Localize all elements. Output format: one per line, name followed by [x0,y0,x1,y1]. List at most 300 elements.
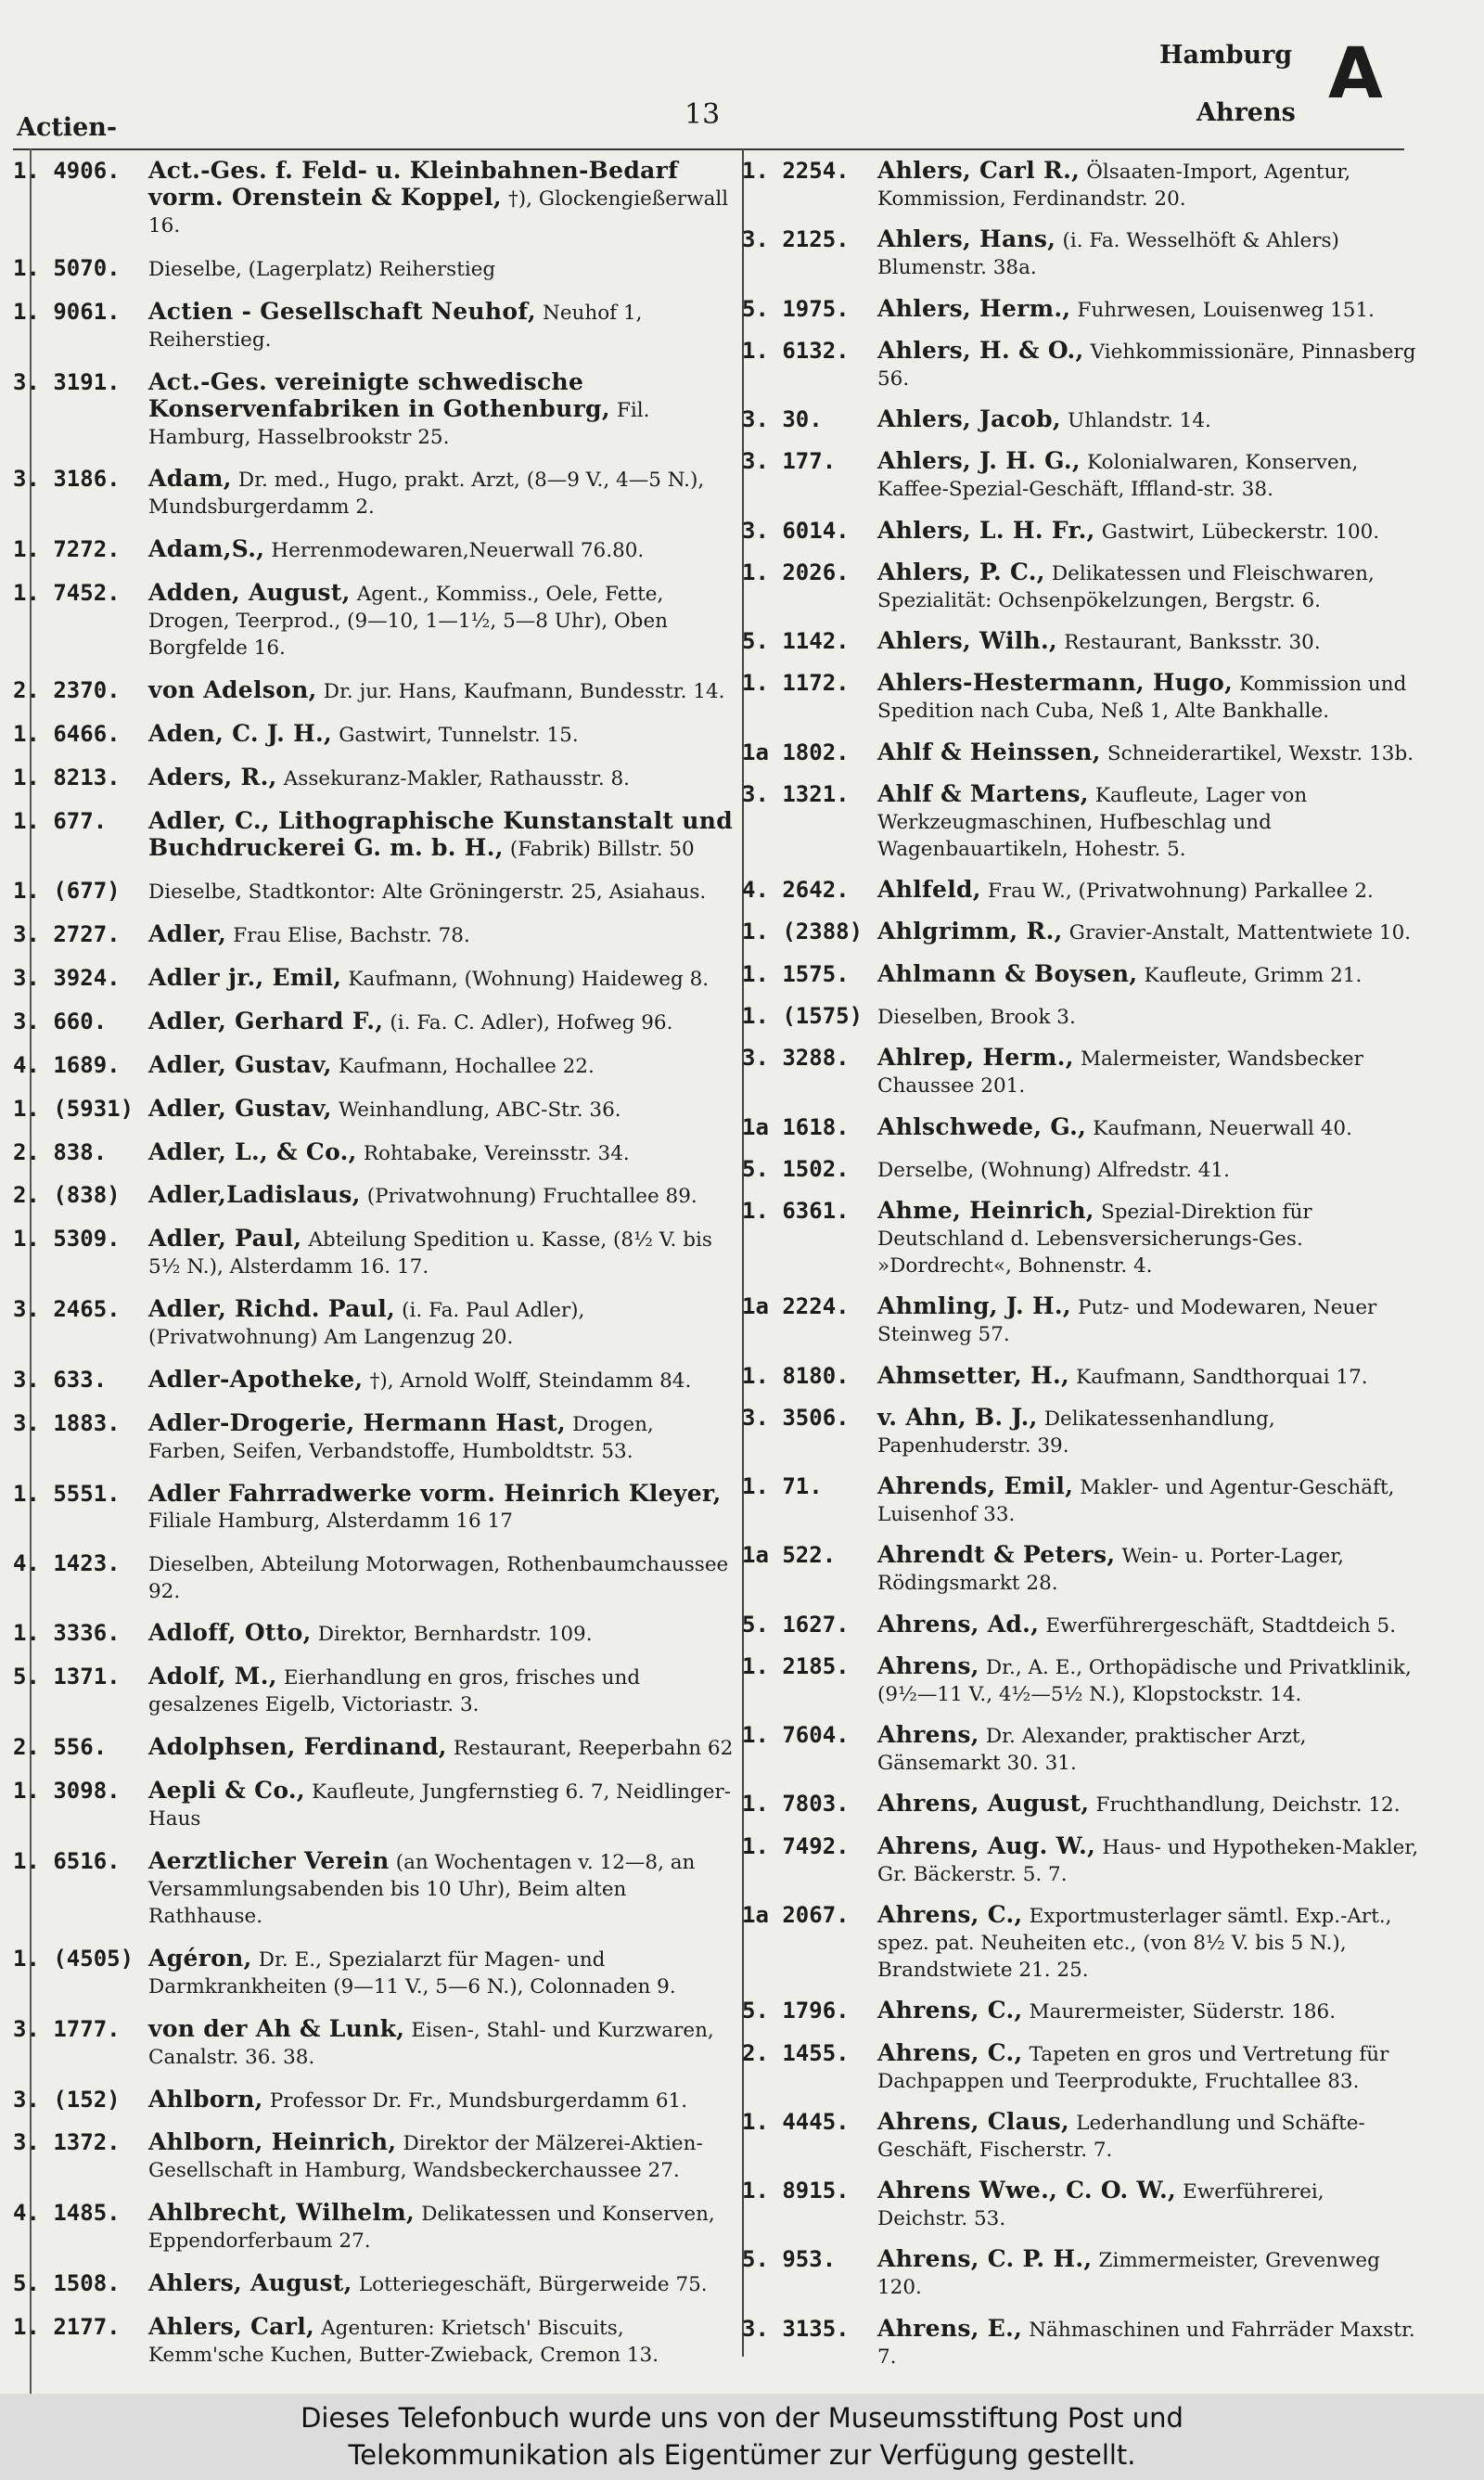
subscriber-name: Ahrens, C., [877,2038,1023,2066]
directory-entry [742,1653,1419,1708]
directory-entry [742,961,1419,989]
directory-entry [13,765,735,792]
phone-number: 1. 6132. [742,337,850,364]
directory-entry [13,536,735,564]
phone-number: 1. 8213. [13,764,121,790]
subscriber-name: Ahlfeld, [877,876,981,904]
footer-line-1: Dieses Telefonbuch wurde uns von der Museumsstiftung Post und [301,2402,1183,2434]
phone-number: 5. 1142. [742,628,850,655]
subscriber-name: Ahlers, P. C., [877,558,1045,585]
phone-number: 1. 2254. [742,158,850,184]
subscriber-details: Kaufleute, Lager von Werkzeugmaschinen, Hufbeschlag und Wagenbauartikeln, Hohestr. 5. [877,783,1308,861]
header-letter: A [1328,32,1383,114]
subscriber-details: Malermeister, Wandsbecker Chaussee 201. [877,1047,1363,1099]
phone-number: 3. 1777. [13,2015,121,2042]
directory-entry [13,1096,735,1124]
directory-entry [742,1722,1419,1777]
phone-number: 3. 1883. [13,1409,121,1436]
subscriber-details: Ewerführerei, Deichstr. 53. [877,2180,1324,2231]
subscriber-name: Adler,Ladislaus, [148,1181,361,1209]
header-range-word: Ahrens [1196,98,1296,127]
subscriber-details: Delikatessenhandlung, Papenhuderstr. 39. [877,1407,1275,1458]
subscriber-name: Ahlbrecht, Wilhelm, [148,2199,416,2227]
directory-entry [742,2109,1419,2164]
directory-entry [742,1045,1419,1099]
subscriber-details: Wein- u. Porter-Lager, Rödingsmarkt 28. [877,1545,1344,1596]
subscriber-name: v. Ahn, B. J., [877,1403,1038,1431]
subscriber-details: Gastwirt, Lübeckerstr. 100. [1101,520,1380,544]
subscriber-details: Spezial-Direktion für Deutschland d. Lebensversicherungs-Ges. »Dordrecht«, Bohnenstr. 4. [877,1201,1312,1279]
subscriber-name: Adler, Gustav, [148,1050,332,1078]
page-number: 13 [684,98,721,131]
directory-entry [13,878,735,906]
directory-entry [13,1664,735,1718]
phone-number: 5. 953. [742,2246,837,2273]
subscriber-details: Dieselben, Brook 3. [877,1005,1076,1029]
phone-number: 3. 177. [742,448,837,475]
subscriber-name: Ahlers, H. & O., [877,336,1084,364]
subscriber-name: Aden, C. J. H., [148,719,333,747]
subscriber-details: (i. Fa. C. Adler), Hofweg 96. [390,1011,673,1035]
phone-number: 3. 2727. [13,921,121,948]
directory-entry [742,1405,1419,1459]
directory-entry [742,1612,1419,1639]
subscriber-details: Assekuranz-Makler, Rathausstr. 8. [283,766,631,790]
directory-entry [13,2016,735,2071]
subscriber-details: Dr. Alexander, praktischer Arzt, Gänsemarkt 30. 31. [877,1725,1307,1776]
directory-entry [13,721,735,749]
subscriber-name: Adler jr., Emil, [148,964,342,992]
phone-number: 1. 3098. [13,1778,121,1805]
subscriber-details: Professor Dr. Fr., Mundsburgerdamm 61. [269,2088,688,2113]
phone-number: 1. 677. [13,807,108,834]
directory-entry [13,1481,735,1535]
phone-number: 5. 1975. [742,295,850,322]
phone-number: 3. 633. [13,1367,108,1394]
subscriber-name: Adler-Apotheke, [148,1366,364,1394]
subscriber-name: Ahrendt & Peters, [877,1541,1116,1569]
subscriber-name: Adolf, M., [148,1663,277,1690]
subscriber-name: Adden, August, [148,579,351,607]
subscriber-name: Ahrens, Aug. W., [877,1831,1096,1859]
phone-number: 1. (5931) [13,1095,134,1122]
directory-entry [742,781,1419,863]
phone-number: 1. 6516. [13,1847,121,1874]
subscriber-details: Agent., Kommiss., Oele, Fette, Drogen, Teerprod., (9—10, 1—1½, 5—8 Uhr), Oben Borgfelde 16. [148,583,669,661]
subscriber-details: Ewerführergeschäft, Stadtdeich 5. [1045,1613,1397,1638]
phone-number: 2. 2370. [13,677,121,704]
phone-number: 3. 660. [13,1009,108,1035]
subscriber-name: Adler, C., Lithographische Kunstanstalt und Buchdruckerei G. m. b. H., [148,806,734,861]
subscriber-name: Ahlers, Carl, [148,2312,314,2340]
directory-entry [742,2316,1419,2371]
right-column [742,158,1419,2384]
subscriber-name: Ahrens, C., [877,1900,1023,1928]
subscriber-details: Dieselben, Abteilung Motorwagen, Rothenbaumchaussee 92. [148,1552,729,1603]
directory-entry [742,1791,1419,1818]
phone-number: 4. 1423. [13,1549,121,1576]
subscriber-details: Dr. med., Hugo, prakt. Arzt, (8—9 V., 4—5 N.), Mundsburgerdamm 2. [148,469,705,520]
directory-entry [13,1296,735,1351]
phone-number: 1. (2388) [742,919,864,945]
subscriber-name: Ahmling, J. H., [877,1292,1071,1320]
directory-entry [13,2270,735,2298]
subscriber-details: Dieselbe, Stadtkontor: Alte Gröningerstr. 25, Asiahaus. [148,880,707,905]
subscriber-name: Ahrens, Claus, [877,2107,1070,2135]
subscriber-details: (i. Fa. Wesselhöft & Ahlers) Blumenstr. 38a. [877,229,1339,280]
directory-entry [13,1620,735,1648]
subscriber-details: Kaufmann, Sandthorquai 17. [1076,1365,1368,1389]
phone-number: 5. 1371. [13,1664,121,1690]
phone-number: 3. (152) [13,2086,121,2113]
phone-number: 1a 1618. [742,1113,850,1140]
subscriber-details: Kaufmann, (Wohnung) Haideweg 8. [348,968,710,992]
subscriber-details: Restaurant, Banksstr. 30. [1064,631,1321,655]
phone-number: 1. 5070. [13,254,121,281]
subscriber-details: Frau Elise, Bachstr. 78. [233,924,470,948]
phone-number: 3. 6014. [742,517,850,544]
directory-entry [742,158,1419,212]
phone-number: 1. 9061. [13,298,121,325]
phone-number: 3. 2125. [742,226,850,253]
subscriber-name: Ahlgrimm, R., [877,918,1063,945]
subscriber-details: Filiale Hamburg, Alsterdamm 16 17 [148,1509,513,1533]
phone-number: 1. 5309. [13,1226,121,1253]
directory-entry [13,1848,735,1930]
subscriber-details: Restaurant, Reeperbahn 62 [453,1737,734,1761]
phone-number: 3. 3506. [742,1404,850,1431]
subscriber-details: Derselbe, (Wohnung) Alfredstr. 41. [877,1158,1230,1182]
subscriber-details: Viehkommissionäre, Pinnasberg 56. [877,340,1416,391]
directory-entry [742,518,1419,546]
directory-entry [13,1778,735,1832]
subscriber-details: †), Arnold Wolff, Steindamm 84. [369,1369,692,1394]
subscriber-name: Ahlmann & Boysen, [877,959,1138,987]
phone-number: 5. 1796. [742,1998,850,2024]
subscriber-details: Lederhandlung und Schäfte-Geschäft, Fischerstr. 7. [877,2111,1365,2162]
subscriber-details: Ölsaaten-Import, Agentur, Kommission, Ferdinandstr. 20. [877,161,1351,211]
directory-entry [742,1473,1419,1528]
directory-entry [13,2200,735,2255]
phone-number: 3. 1372. [13,2129,121,2156]
subscriber-details: Uhlandstr. 14. [1068,409,1211,433]
subscriber-details: Eisen-, Stahl- und Kurzwaren, Canalstr. 36. 38. [148,2018,714,2069]
subscriber-name: Ahrends, Emil, [877,1472,1074,1500]
directory-entry [742,1542,1419,1597]
phone-number: 2. 556. [13,1734,108,1761]
phone-number: 1. 2177. [13,2313,121,2340]
phone-number: 5. 1627. [742,1611,850,1638]
phone-number: 1. 7803. [742,1791,850,1818]
directory-entry [13,808,735,863]
directory-entry [13,1410,735,1465]
subscriber-name: Adler-Drogerie, Hermann Hast, [148,1408,566,1436]
directory-entry [742,338,1419,392]
directory-entry [742,406,1419,434]
phone-number: 1. (677) [13,878,121,905]
subscriber-name: Ahrens, E., [877,2314,1023,2342]
phone-number: 3. 3924. [13,965,121,992]
subscriber-name: Aepli & Co., [148,1777,305,1805]
phone-number: 5. 1502. [742,1155,850,1182]
directory-entry [742,1833,1419,1888]
phone-number: 3. 3191. [13,368,121,395]
phone-number: 1a 1802. [742,739,850,765]
directory-entry [13,1052,735,1080]
subscriber-name: Act.-Ges. f. Feld- u. Kleinbahnen-Bedarf vorm. Orenstein & Koppel, [148,157,679,211]
subscriber-details: Agenturen: Krietsch' Biscuits, Kemm'sche Kuchen, Butter-Zwieback, Cremon 13. [148,2316,659,2367]
directory-entry [742,296,1419,324]
directory-entry [13,369,735,451]
subscriber-name: Ahrens, [877,1651,979,1679]
phone-number: 1. 8915. [742,2178,850,2204]
directory-entry [13,2314,735,2369]
subscriber-details: Drogen, Farben, Seifen, Verbandstoffe, Humboldtstr. 53. [148,1412,654,1463]
directory-entry [13,255,735,283]
subscriber-name: Adam,S., [148,535,265,563]
phone-number: 3. 3288. [742,1045,850,1072]
subscriber-name: Ahlers, Hans, [877,225,1056,253]
subscriber-details: Delikatessen und Fleischwaren, Spezialität: Ochsenpökelzungen, Bergstr. 6. [877,561,1375,612]
directory-entry [742,877,1419,905]
subscriber-details: Maurermeister, Süderstr. 186. [1029,2000,1337,2024]
subscriber-details: Dr. E., Spezialarzt für Magen- und Darmkrankheiten (9—11 V., 5—6 N.), Colonnaden 9. [148,1947,676,1998]
subscriber-name: von Adelson, [148,676,317,704]
directory-entry [13,299,735,353]
phone-number: 1. 3336. [13,1620,121,1647]
directory-entry [742,1198,1419,1279]
subscriber-details: Putz- und Modewaren, Neuer Steinweg 57. [877,1296,1377,1347]
phone-number: 4. 2642. [742,877,850,904]
subscriber-details: Delikatessen und Konserven, Eppendorferbaum 27. [148,2203,715,2254]
subscriber-details: Schneiderartikel, Wexstr. 13b. [1107,741,1414,765]
subscriber-name: Ahlborn, Heinrich, [148,2128,397,2156]
phone-number: 3. 2465. [13,1296,121,1323]
subscriber-details: (Fabrik) Billstr. 50 [509,837,695,861]
phone-number: 1. 2185. [742,1652,850,1679]
phone-number: 1. (4505) [13,1945,134,1972]
subscriber-details: Dr., A. E., Orthopädische und Privatklinik, (9½—11 V., 4½—5½ N.), Klopstockstr. 14. [877,1655,1412,1706]
directory-entry [742,1293,1419,1348]
subscriber-details: Kaufmann, Hochallee 22. [338,1054,595,1078]
subscriber-name: Aders, R., [148,763,277,790]
directory-entry [13,580,735,662]
subscriber-name: Adler, Richd. Paul, [148,1295,396,1323]
subscriber-name: Adler, Gerhard F., [148,1008,384,1035]
subscriber-details: Gastwirt, Tunnelstr. 15. [339,723,579,747]
directory-entry [742,1114,1419,1142]
directory-entry [742,628,1419,656]
subscriber-name: Adolphsen, Ferdinand, [148,1733,447,1761]
phone-number: 1. 6361. [742,1198,850,1225]
subscriber-details: Nähmaschinen und Fahrräder Maxstr. 7. [877,2318,1415,2369]
header-city: Hamburg [1159,41,1293,70]
subscriber-details: Kolonialwaren, Konserven, Kaffee-Spezial-Geschäft, Iffland-str. 38. [877,451,1359,502]
directory-entry [13,1550,735,1605]
directory-entry [742,670,1419,725]
subscriber-name: Ahlrep, Herm., [877,1044,1074,1072]
subscriber-details: Weinhandlung, ABC-Str. 36. [338,1098,621,1122]
subscriber-details: Kaufleute, Jungfernstieg 6. 7, Neidlinger-Haus [148,1780,731,1831]
subscriber-details: Eierhandlung en gros, frisches und gesalzenes Eigelb, Victoriastr. 3. [148,1666,641,1717]
phone-number: 1. 1172. [742,670,850,697]
subscriber-details: Dieselbe, (Lagerplatz) Reiherstieg [148,257,496,281]
subscriber-name: Adler, L., & Co., [148,1137,357,1165]
subscriber-name: Ahrens, C., [877,1997,1023,2024]
directory-entry [742,2040,1419,2095]
subscriber-details: Direktor, Bernhardstr. 109. [317,1623,593,1647]
directory-entry [742,1902,1419,1984]
phone-number: 1. 7492. [742,1832,850,1859]
phone-number: 1. 4906. [13,158,121,184]
subscriber-name: Ahlers, L. H. Fr., [877,516,1095,544]
header-rule [13,148,1404,150]
phone-number: 2. 1455. [742,2039,850,2066]
subscriber-details: Frau W., (Privatwohnung) Parkallee 2. [987,880,1374,904]
directory-entry [742,1363,1419,1391]
subscriber-details: Fil. Hamburg, Hasselbrookstr 25. [148,398,650,449]
directory-entry [13,1367,735,1394]
subscriber-details: Exportmusterlager sämtl. Exp.-Art., spez. pat. Neuheiten etc., (von 8½ V. bis 5 N.), Brandstwiete 21. 25. [877,1904,1392,1982]
subscriber-name: Ahrens, Ad., [877,1610,1040,1638]
subscriber-details: Fruchthandlung, Deichstr. 12. [1095,1793,1401,1818]
subscriber-name: Ahmsetter, H., [877,1361,1069,1389]
directory-entry [13,921,735,949]
directory-entry [742,226,1419,281]
directory-entry [13,1009,735,1036]
phone-number: 3. 1321. [742,780,850,807]
phone-number: 1. (1575) [742,1002,864,1029]
directory-entry [13,2129,735,2184]
subscriber-name: Ahlers, Jacob, [877,405,1061,433]
phone-number: 1. 8180. [742,1362,850,1389]
phone-number: 1a 522. [742,1542,837,1569]
directory-entry [742,1003,1419,1031]
phone-number: 1. 7604. [742,1722,850,1749]
directory-entry [13,1734,735,1762]
subscriber-name: Ahrens, August, [877,1790,1090,1818]
subscriber-name: Adler, Paul, [148,1225,302,1253]
directory-entry [742,2246,1419,2301]
subscriber-name: Adler Fahrradwerke vorm. Heinrich Kleyer, [148,1479,722,1507]
directory-entry [742,1156,1419,1184]
subscriber-name: Ahlf & Martens, [877,779,1089,807]
subscriber-name: Act.-Ges. vereinigte schwedische Konservenfabriken in Gothenburg, [148,367,610,422]
subscriber-details: Lotteriegeschäft, Bürgerweide 75. [358,2273,708,2297]
footer-line-2: Telekommunikation als Eigentümer zur Verfügung gestellt. [348,2439,1136,2471]
directory-entry [742,559,1419,614]
phone-number: 1. 1575. [742,960,850,987]
phone-number: 1. 71. [742,1473,823,1500]
phone-number: 1. 2026. [742,559,850,585]
subscriber-details: Abteilung Spedition u. Kasse, (8½ V. bis 5½ N.), Alsterdamm 16. 17. [148,1228,712,1279]
subscriber-name: Ahlers, Herm., [877,294,1071,322]
subscriber-details: Kaufmann, Neuerwall 40. [1093,1116,1352,1140]
subscriber-name: Ahrens, C. P. H., [877,2245,1093,2273]
directory-entry [742,1998,1419,2025]
subscriber-details: †), Glockengießerwall 16. [148,187,729,238]
phone-number: 1. 7452. [13,580,121,607]
subscriber-details: Tapeten en gros und Vertretung für Dachpappen und Teerprodukte, Fruchtallee 83. [877,2042,1389,2093]
phone-number: 1. 6466. [13,720,121,747]
phone-number: 1. 7272. [13,536,121,563]
subscriber-details: Neuhof 1, Reiherstieg. [148,301,643,352]
directory-entry [13,2087,735,2114]
directory-entry [742,2178,1419,2232]
subscriber-name: Ahlers, August, [148,2269,352,2297]
subscriber-name: Ahlschwede, G., [877,1112,1087,1140]
phone-number: 4. 1485. [13,2200,121,2227]
subscriber-name: von der Ah & Lunk, [148,2014,405,2042]
subscriber-name: Ahlborn, [148,2085,263,2113]
footer-notice [0,2394,1484,2480]
subscriber-name: Ahlers, Carl R., [877,157,1081,184]
directory-entry [13,1182,735,1210]
phone-number: 1a 2067. [742,1901,850,1928]
phone-number: 5. 1508. [13,2270,121,2297]
directory-entry [13,466,735,520]
subscriber-details: Kommission und Spedition nach Cuba, Neß 1, Alte Bankhalle. [877,673,1407,724]
directory-entry [13,965,735,993]
phone-number: 2. 838. [13,1138,108,1165]
directory-entry [13,1946,735,2000]
subscriber-name: Ahme, Heinrich, [877,1197,1094,1225]
directory-entry [742,739,1419,767]
phone-number: 1. 4445. [742,2108,850,2135]
subscriber-name: Agéron, [148,1944,252,1972]
subscriber-details: Haus- und Hypotheken-Makler, Gr. Bäckerstr. 5. 7. [877,1835,1419,1886]
subscriber-name: Ahlers-Hestermann, Hugo, [877,669,1234,697]
directory-entry [742,919,1419,946]
phone-number: 3. 30. [742,406,823,433]
subscriber-name: Ahlers, Wilh., [877,627,1058,655]
subscriber-name: Ahrens, [877,1721,979,1749]
subscriber-name: Ahlers, J. H. G., [877,447,1081,475]
subscriber-name: Aerztlicher Verein [148,1846,390,1874]
subscriber-details: Rohtabake, Vereinsstr. 34. [363,1141,630,1165]
subscriber-details: Herrenmodewaren,Neuerwall 76.80. [271,539,645,563]
subscriber-details: Gravier-Anstalt, Mattentwiete 10. [1068,921,1412,945]
subscriber-details: Zimmermeister, Grevenweg 120. [877,2249,1380,2300]
directory-entry [742,448,1419,503]
subscriber-details: Dr. jur. Hans, Kaufmann, Bundesstr. 14. [323,680,725,704]
phone-number: 4. 1689. [13,1051,121,1078]
subscriber-name: Ahrens Wwe., C. O. W., [877,2177,1176,2204]
subscriber-name: Adloff, Otto, [148,1619,312,1647]
subscriber-name: Adam, [148,465,232,493]
subscriber-details: (i. Fa. Paul Adler), (Privatwohnung) Am Langenzug 20. [148,1299,585,1350]
phone-number: 3. 3186. [13,466,121,493]
left-column [13,158,735,2384]
subscriber-name: Ahlf & Heinssen, [877,738,1101,765]
phone-number: 2. (838) [13,1182,121,1209]
directory-entry [13,1226,735,1280]
subscriber-details: (Privatwohnung) Fruchtallee 89. [366,1185,697,1209]
phone-number: 1. 5551. [13,1480,121,1507]
subscriber-details: (an Wochentagen v. 12—8, an Versammlungsabenden bis 10 Uhr), Beim alten Rathhause. [148,1850,696,1928]
subscriber-details: Makler- und Agentur-Geschäft, Luisenhof 33. [877,1476,1395,1527]
header-section-word: Actien- [17,113,118,142]
subscriber-name: Adler, [148,920,227,948]
phone-number: 1a 2224. [742,1293,850,1320]
subscriber-name: Actien - Gesellschaft Neuhof, [148,297,536,325]
subscriber-name: Adler, Gustav, [148,1094,332,1122]
subscriber-details: Kaufleute, Grimm 21. [1144,963,1362,987]
directory-entry [13,1139,735,1167]
subscriber-details: Fuhrwesen, Louisenweg 151. [1077,298,1375,322]
subscriber-details: Direktor der Mälzerei-Aktien-Gesellschaft in Hamburg, Wandsbeckerchaussee 27. [148,2132,703,2183]
directory-entry [13,158,735,239]
